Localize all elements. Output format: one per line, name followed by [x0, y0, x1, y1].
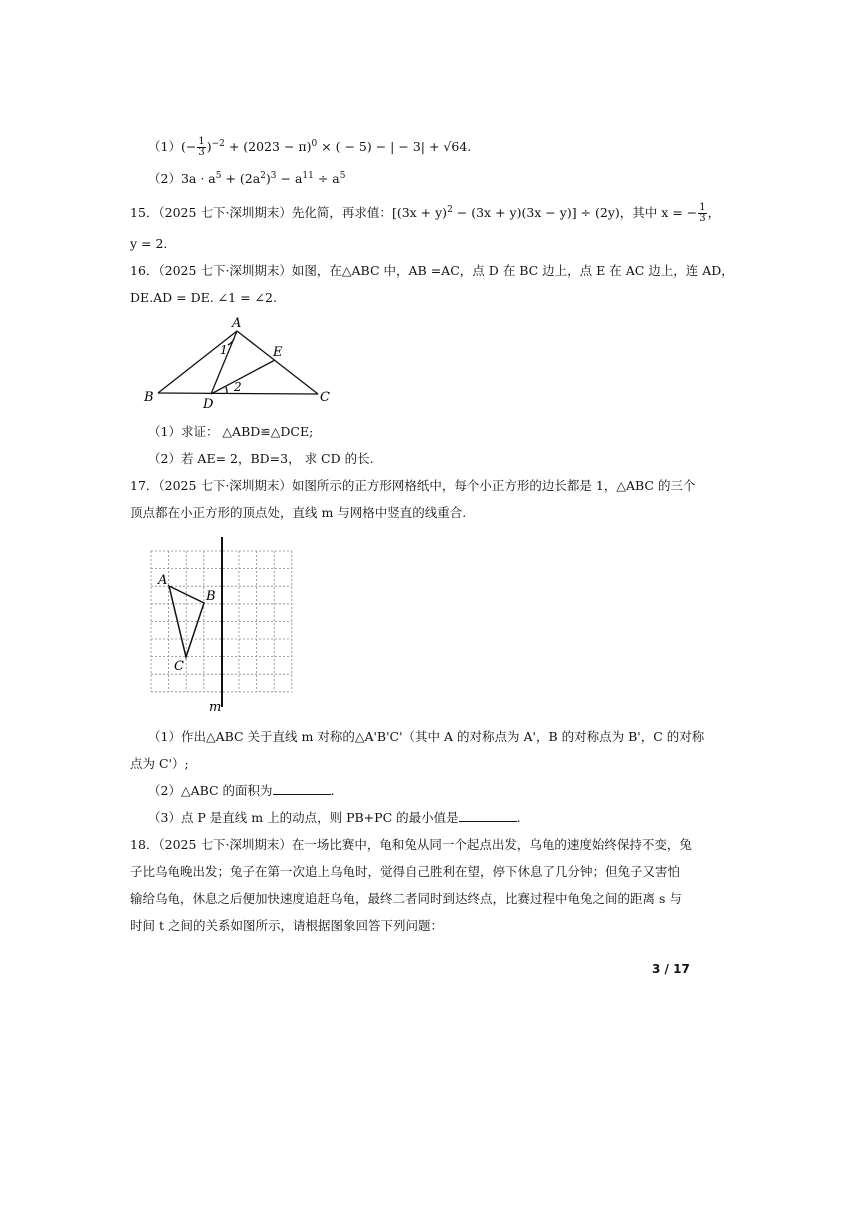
- q16-part1: （1）求证： △ABD≌△DCE;: [148, 424, 314, 439]
- q14-p2-text-e: ÷ a: [313, 171, 340, 186]
- segment-DE: [211, 360, 275, 394]
- fraction-numerator: 1: [198, 136, 205, 147]
- exponent: 11: [302, 170, 314, 181]
- q17-part1-line2: 点为 C'）;: [130, 756, 189, 771]
- q17-part2-text: （2）△ABC 的面积为: [148, 783, 273, 798]
- exponent: −2: [211, 138, 225, 149]
- q17-grid-figure: [145, 535, 305, 720]
- q14-p1-text-c: + (2023 − π): [224, 139, 312, 154]
- label-C: C: [320, 390, 330, 405]
- q15-expression-c: ，: [707, 205, 721, 220]
- q17-part1-line1: （1）作出△ABC 关于直线 m 对称的△A'B'C'（其中 A 的对称点为 A'，B 的对称点为 B'，C 的对称: [148, 729, 705, 744]
- page-number: 3 / 17: [652, 962, 690, 976]
- q16-part2: （2）若 AE= 2，BD=3， 求 CD 的长.: [148, 451, 374, 466]
- q14-part2: [148, 170, 345, 188]
- q15-expression-a: [(3x + y): [391, 205, 448, 220]
- q17-part2-end: .: [330, 783, 335, 798]
- label-angle-1: 1: [220, 343, 228, 357]
- label-A: A: [232, 316, 242, 331]
- exponent: 0: [311, 138, 318, 149]
- question-number: 18．: [130, 837, 159, 852]
- q15-line2: y = 2.: [130, 236, 168, 251]
- exponent: 3: [270, 170, 277, 181]
- q14-part1: [148, 137, 471, 158]
- exponent: 5: [215, 170, 222, 181]
- q15-expression-b: − (3x + y)(3x − y)] ÷ (2y)，其中 x = −: [452, 205, 698, 220]
- question-number: 16．: [130, 263, 159, 278]
- q18-line4: 时间 t 之间的关系如图所示，请根据图象回答下列问题：: [130, 918, 443, 933]
- q17-line2: 顶点都在小正方形的顶点处，直线 m 与网格中竖直的线重合.: [130, 505, 467, 520]
- question-text: 先化简，再求值：: [291, 205, 392, 220]
- question-text: 在一场比赛中，龟和兔从同一个起点出发，乌龟的速度始终保持不变，兔: [291, 837, 692, 852]
- exponent: 2: [447, 204, 453, 215]
- q14-p2-text-b: + (2a: [221, 171, 261, 186]
- q14-p2-text-c: ): [265, 171, 271, 186]
- q17-part3-end: .: [516, 810, 521, 825]
- label-angle-2: 2: [234, 380, 242, 394]
- q16-triangle-figure: [140, 312, 340, 412]
- q17-line1: [130, 477, 695, 495]
- label-E: E: [273, 345, 283, 360]
- q17-part2: [148, 782, 335, 800]
- exponent: 5: [339, 170, 346, 181]
- segment-AB: [158, 331, 237, 393]
- fraction-denominator: 3: [699, 213, 706, 224]
- q14-p1-text-a: (−: [180, 139, 197, 154]
- q17-part3-text: （3）点 P 是直线 m 上的动点，则 PB+PC 的最小值是: [148, 810, 459, 825]
- answer-blank[interactable]: [273, 782, 331, 795]
- q16-line1: [130, 262, 734, 280]
- segment-AC: [237, 331, 318, 394]
- fraction-numerator: 1: [699, 202, 706, 213]
- answer-blank[interactable]: [459, 809, 517, 822]
- question-source: （2025 七下·深圳期末）: [158, 263, 292, 278]
- q14-part2-label: （2）: [148, 171, 181, 186]
- label-m: m: [209, 700, 222, 715]
- q14-p1-fraction: [197, 137, 205, 158]
- q15-line1: [130, 203, 720, 224]
- label-D: D: [203, 397, 214, 412]
- question-source: （2025 七下·深圳期末）: [158, 478, 292, 493]
- exponent: 2: [260, 170, 266, 181]
- label-B: B: [206, 589, 216, 604]
- question-text: 如图，在△ABC 中，AB =AC，点 D 在 BC 边上，点 E 在 AC 边上，连 AD，: [291, 263, 734, 278]
- q14-p1-text-b: ): [206, 139, 212, 154]
- question-source: （2025 七下·深圳期末）: [158, 205, 292, 220]
- q14-part1-label: （1）: [148, 139, 181, 154]
- label-B: B: [144, 390, 154, 405]
- q18-line2: 子比乌龟晚出发；兔子在第一次追上乌龟时，觉得自己胜利在望，停下休息了几分钟；但兔子又害怕: [130, 864, 681, 879]
- question-number: 17．: [130, 478, 159, 493]
- question-number: 15．: [130, 205, 159, 220]
- q15-fraction: [698, 203, 706, 224]
- q16-line2: DE.AD = DE. ∠1 = ∠2.: [130, 290, 277, 305]
- q18-line3: 输给乌龟，休息之后便加快速度追赶乌龟，最终二者同时到达终点，比赛过程中龟兔之间的距离 s 与: [130, 891, 682, 906]
- label-C: C: [174, 659, 184, 674]
- q17-part3: [148, 809, 521, 827]
- question-text: 如图所示的正方形网格纸中，每个小正方形的边长都是 1，△ABC 的三个: [291, 478, 696, 493]
- label-A: A: [158, 573, 168, 588]
- q14-p1-text-d: × ( − 5) − | − 3| + √64.: [317, 139, 472, 154]
- q14-p2-text-a: 3a · a: [180, 171, 216, 186]
- question-source: （2025 七下·深圳期末）: [158, 837, 292, 852]
- q18-line1: [130, 836, 692, 854]
- fraction-denominator: 3: [198, 147, 205, 158]
- q14-p2-text-d: − a: [276, 171, 303, 186]
